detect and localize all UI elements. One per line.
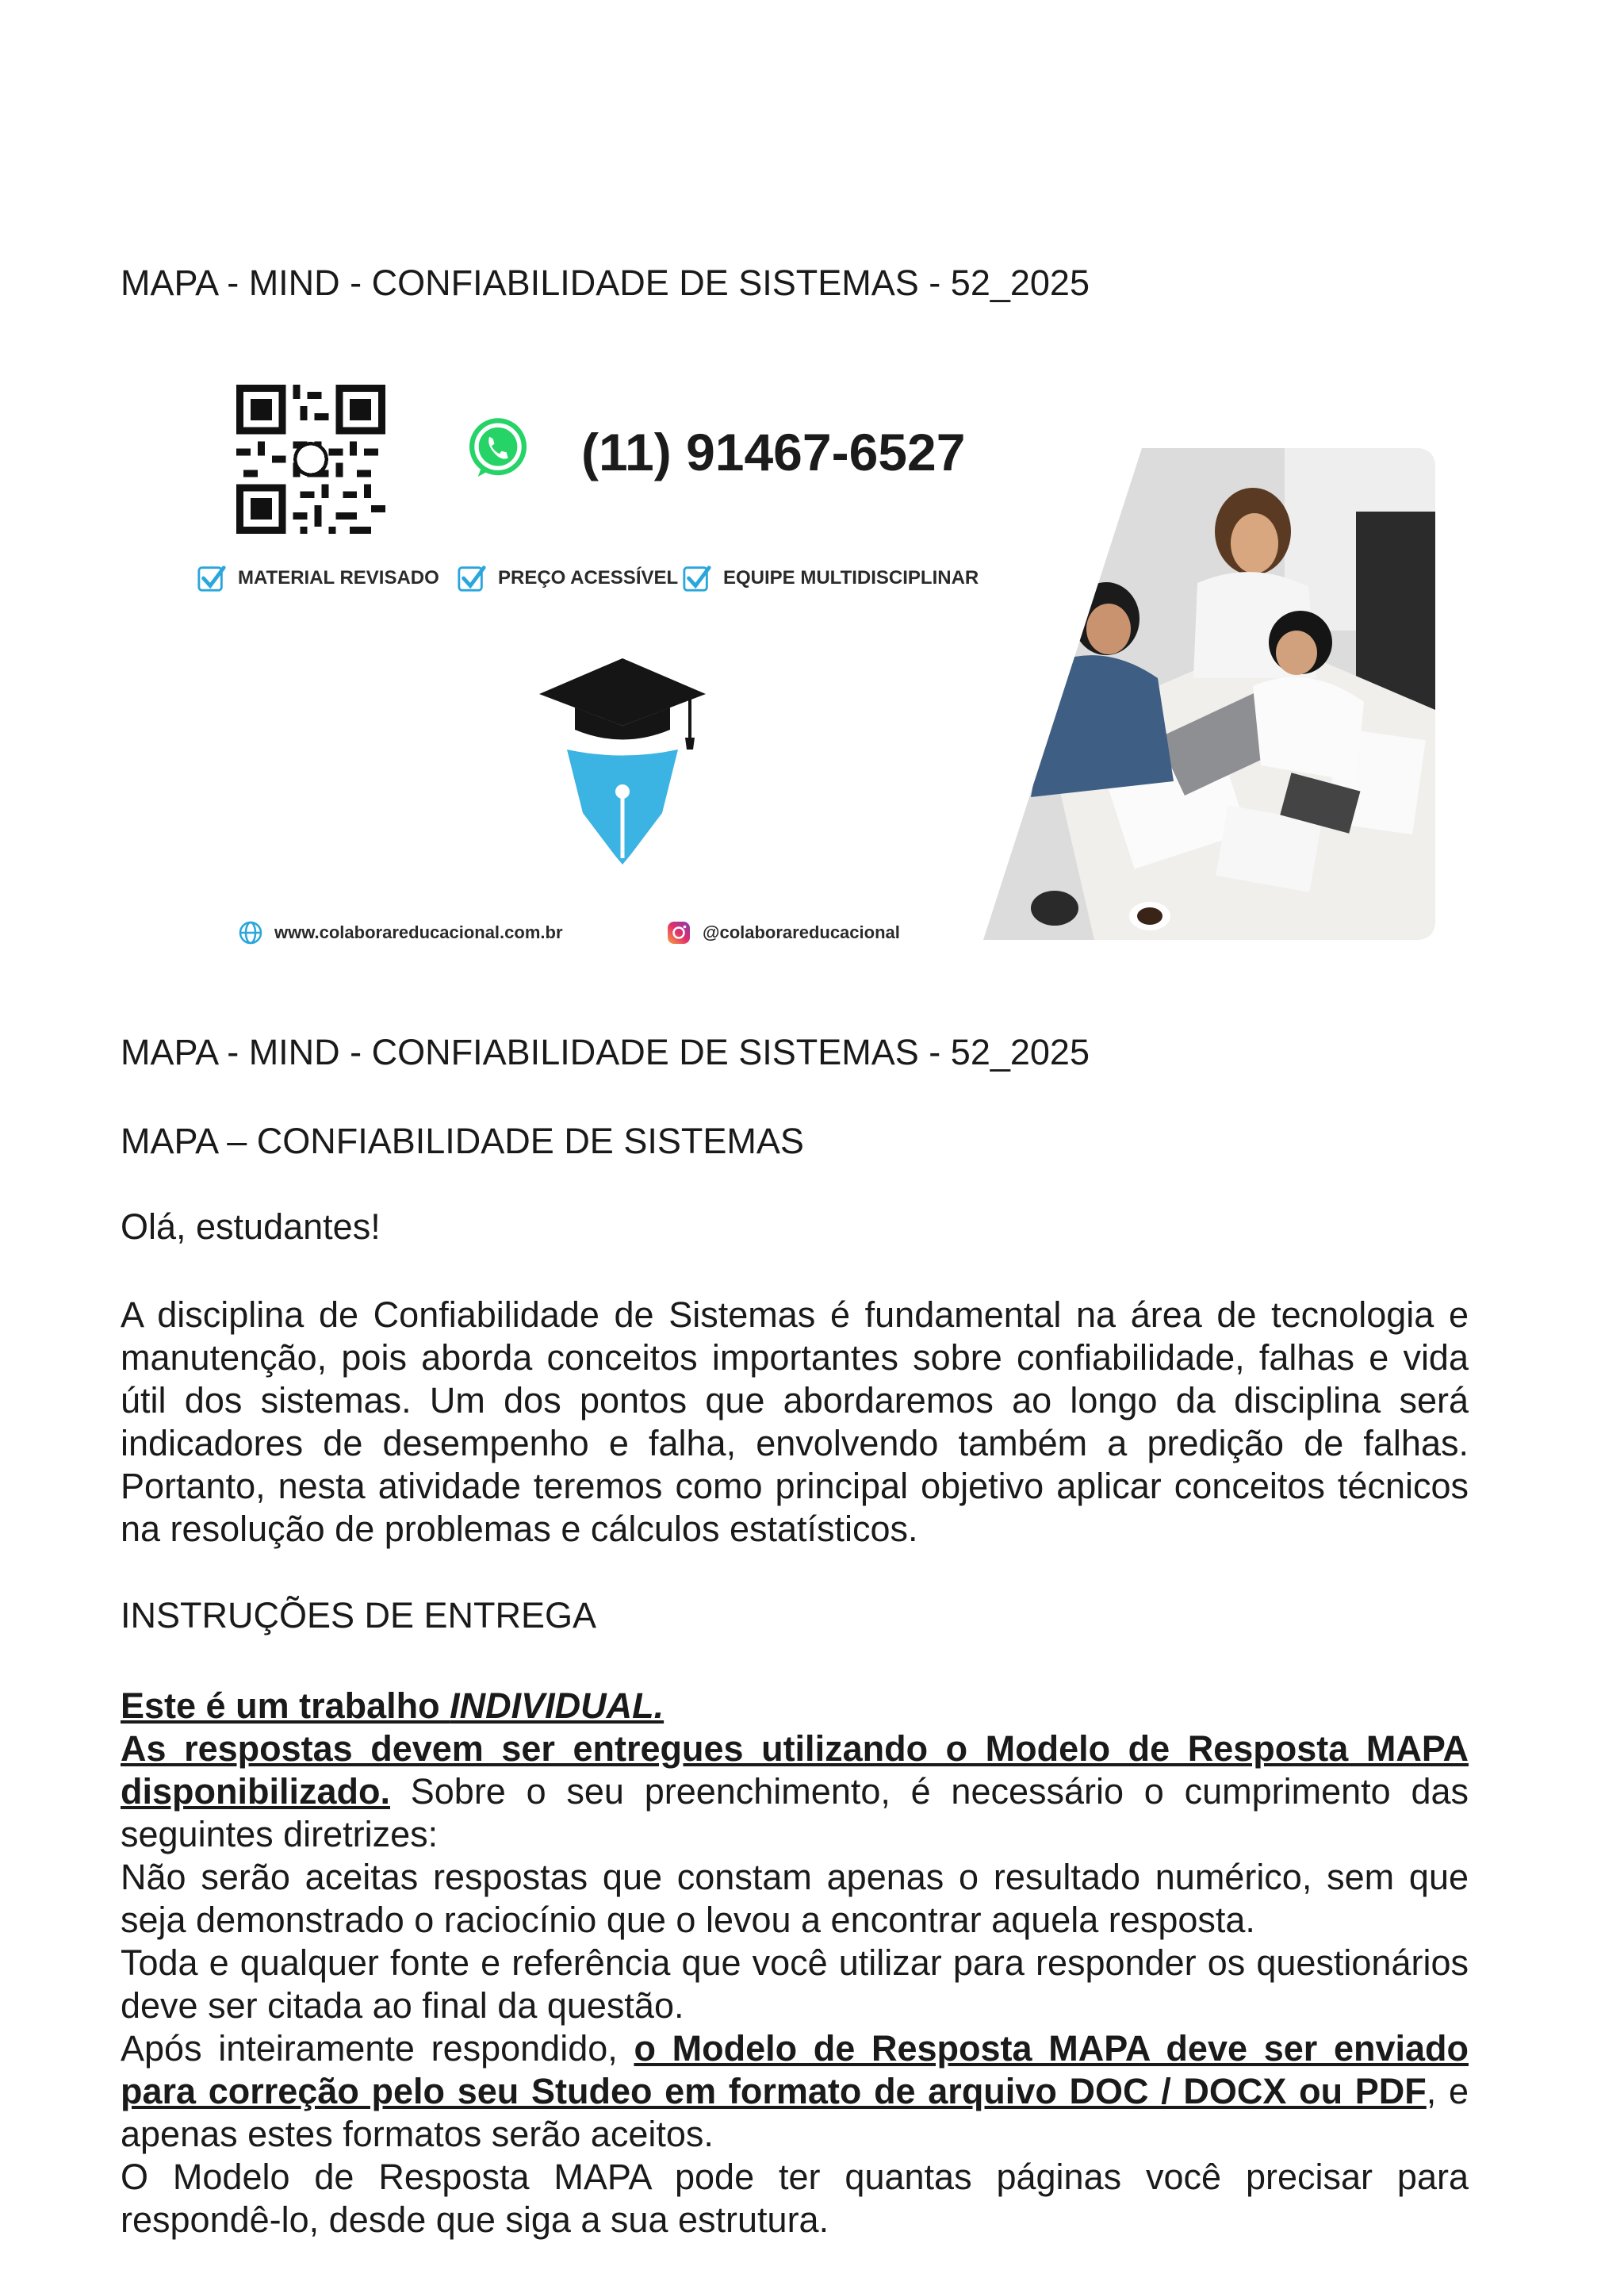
document-title-repeat: MAPA - MIND - CONFIABILIDADE DE SISTEMAS - 52_2025 — [121, 1032, 1090, 1072]
individual-line: Este é um trabalho INDIVIDUAL. — [121, 1685, 665, 1726]
intro-paragraph: A disciplina de Confiabilidade de Sistemas é fundamental na área de tecnologia e manutenção, pois aborda conceitos importantes sobre confiabilidade, falhas e vida útil dos sistemas. Um dos pontos que abordaremos ao longo da disciplina será indicadores de desempenho e falha, envolvendo também a predição de falhas. Portanto, nesta atividade teremos como principal objetivo aplicar conceitos técnicos na resolução de problemas e cálculos estatísticos. — [121, 1294, 1469, 1549]
badge-label: MATERIAL REVISADO — [238, 567, 439, 589]
check-icon — [682, 563, 712, 593]
rule-3-bold: o Modelo de Resposta MAPA deve ser enviado para correção pelo seu Studeo em formato de arquivo DOC / DOCX ou PDF — [121, 2028, 1469, 2111]
promo-banner — [182, 373, 1467, 960]
graduation-pen-logo — [531, 650, 714, 865]
model-rest: Sobre o seu preenchimento, é necessário o cumprimento das seguintes diretrizes: — [121, 1771, 1469, 1854]
instagram-icon — [666, 920, 691, 945]
instructions-heading: INSTRUÇÕES DE ENTREGA — [121, 1595, 597, 1635]
rule-2: Toda e qualquer fonte e referência que você utilizar para responder os questionários deve ser citada ao final da questão. — [121, 1942, 1469, 2026]
rule-4: O Modelo de Resposta MAPA pode ter quantas páginas você precisar para respondê-lo, desde que siga a sua estrutura. — [121, 2157, 1469, 2240]
model-bold: As respostas devem ser entregues utilizando o Modelo de Resposta MAPA disponibilizado. — [121, 1728, 1469, 1812]
badge-preco-acessivel — [457, 563, 678, 593]
greeting: Olá, estudantes! — [121, 1206, 381, 1247]
students-photo — [983, 448, 1435, 940]
qr-code[interactable] — [236, 385, 385, 534]
globe-icon — [238, 920, 263, 945]
badge-material-revisado — [197, 563, 439, 593]
badge-label: EQUIPE MULTIDISCIPLINAR — [723, 567, 979, 589]
whatsapp-icon[interactable] — [462, 412, 534, 484]
check-icon — [197, 563, 227, 593]
instructions-body — [121, 1685, 1469, 2241]
website-url[interactable]: www.colaborareducacional.com.br — [274, 922, 563, 942]
rule-1: Não serão aceitas respostas que constam apenas o resultado numérico, sem que seja demonstrado o raciocínio que o levou a encontrar aquela resposta. — [121, 1857, 1469, 1940]
badge-label: PREÇO ACESSÍVEL — [498, 567, 679, 589]
instagram-link[interactable] — [666, 920, 900, 945]
individual-emphasis: INDIVIDUAL. — [450, 1685, 665, 1726]
phone-number[interactable]: (11) 91467-6527 — [581, 423, 966, 481]
model-line — [121, 1727, 1469, 1856]
website-link[interactable] — [238, 920, 563, 945]
mapa-title: MAPA – CONFIABILIDADE DE SISTEMAS — [121, 1121, 804, 1161]
rule-3: Após inteiramente respondido, o Modelo de Resposta MAPA deve ser enviado para correção pelo seu Studeo em formato de arquivo DOC / DOCX ou PDF, e apenas estes formatos serão aceitos. — [121, 2028, 1469, 2154]
check-icon — [457, 563, 487, 593]
document-title: MAPA - MIND - CONFIABILIDADE DE SISTEMAS - 52_2025 — [121, 263, 1090, 303]
instagram-handle[interactable]: @colaborareducacional — [703, 922, 900, 942]
badge-equipe-multidisciplinar — [682, 563, 979, 593]
